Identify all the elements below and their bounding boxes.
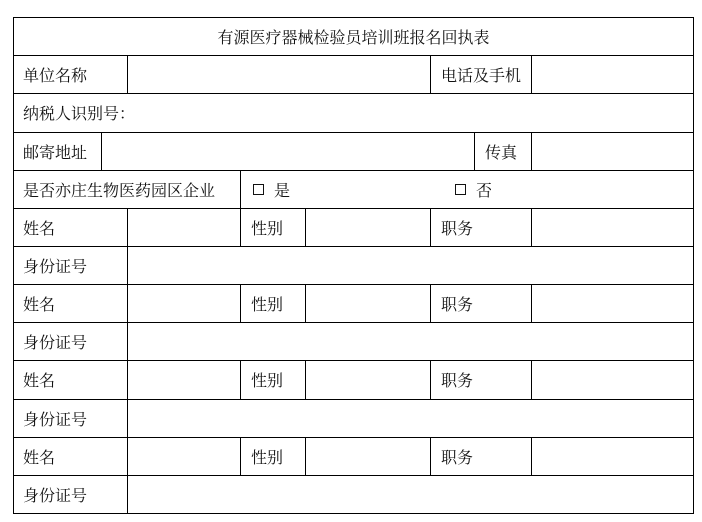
title-row	[13, 17, 694, 55]
table-rule	[531, 284, 532, 322]
table-rule	[13, 93, 694, 94]
unit-name-label: 单位名称	[23, 65, 88, 85]
gender-field[interactable]	[306, 437, 430, 475]
table-rule	[240, 208, 241, 246]
name-field[interactable]	[128, 360, 240, 399]
address-row	[13, 132, 694, 170]
table-rule	[13, 246, 694, 247]
name-field[interactable]	[128, 208, 240, 246]
phone-label: 电话及手机	[441, 65, 522, 85]
table-rule	[13, 55, 694, 56]
id-number-label: 身份证号	[23, 332, 88, 352]
table-rule	[13, 208, 694, 209]
gender-field[interactable]	[306, 284, 430, 322]
no-label: 否	[476, 180, 493, 200]
table-border	[13, 17, 14, 514]
table-rule	[474, 132, 475, 170]
position-label: 职务	[441, 447, 474, 467]
mailing-address-field[interactable]	[102, 132, 474, 170]
table-rule	[13, 437, 694, 438]
participant-id-row	[13, 322, 694, 360]
fax-label: 传真	[485, 142, 518, 162]
gender-label: 性别	[251, 447, 284, 467]
participant-info-row	[13, 437, 694, 475]
name-label: 姓名	[23, 371, 56, 390]
name-label: 姓名	[23, 218, 56, 238]
no-option[interactable]	[455, 170, 545, 208]
table-rule	[531, 208, 532, 246]
table-rule	[240, 360, 241, 399]
table-rule	[13, 475, 694, 476]
participant-info-row	[13, 208, 694, 246]
id-number-label: 身份证号	[23, 409, 88, 429]
yes-option[interactable]	[253, 170, 343, 208]
id-number-field[interactable]	[128, 322, 694, 360]
position-label: 职务	[441, 294, 474, 314]
table-rule	[531, 437, 532, 475]
position-field[interactable]	[532, 284, 694, 322]
table-rule	[305, 360, 306, 399]
unit-name-field[interactable]	[128, 55, 430, 93]
registration-form	[13, 17, 694, 514]
yizhuang-row	[13, 170, 694, 208]
table-rule	[531, 55, 532, 93]
table-rule	[305, 284, 306, 322]
table-border	[693, 17, 694, 514]
name-field[interactable]	[128, 284, 240, 322]
taxpayer-id-label: 纳税人识别号：	[23, 104, 136, 123]
table-rule	[305, 208, 306, 246]
name-label: 姓名	[23, 447, 56, 467]
table-rule	[430, 437, 431, 475]
table-rule	[531, 132, 532, 170]
gender-field[interactable]	[306, 360, 430, 399]
id-number-label: 身份证号	[23, 256, 88, 276]
name-field[interactable]	[128, 437, 240, 475]
id-number-field[interactable]	[128, 399, 694, 437]
position-label: 职务	[441, 218, 474, 238]
id-number-label: 身份证号	[23, 486, 88, 505]
table-rule	[240, 437, 241, 475]
gender-field[interactable]	[306, 208, 430, 246]
unit-row	[13, 55, 694, 93]
id-number-field[interactable]	[128, 246, 694, 284]
id-number-field[interactable]	[128, 475, 694, 514]
table-rule	[13, 322, 694, 323]
table-border	[13, 17, 694, 18]
table-rule	[101, 132, 102, 170]
table-rule	[13, 170, 694, 171]
table-rule	[430, 208, 431, 246]
table-rule	[305, 437, 306, 475]
mailing-address-label: 邮寄地址	[23, 142, 88, 162]
participant-id-row	[13, 399, 694, 437]
position-field[interactable]	[532, 360, 694, 399]
gender-label: 性别	[251, 218, 284, 238]
table-rule	[127, 55, 128, 93]
table-rule	[430, 284, 431, 322]
table-rule	[430, 360, 431, 399]
yes-label: 是	[274, 180, 291, 200]
taxpayer-row	[13, 93, 694, 132]
table-rule	[240, 284, 241, 322]
table-rule	[13, 284, 694, 285]
table-rule	[13, 399, 694, 400]
table-rule	[240, 170, 241, 208]
participant-id-row	[13, 246, 694, 284]
name-label: 姓名	[23, 294, 56, 314]
table-border	[13, 513, 694, 514]
participant-id-row	[13, 475, 694, 514]
fax-field[interactable]	[532, 132, 694, 170]
table-rule	[531, 360, 532, 399]
phone-field[interactable]	[532, 55, 694, 93]
table-rule	[13, 132, 694, 133]
checkbox-icon[interactable]	[253, 184, 264, 195]
checkbox-icon[interactable]	[455, 184, 466, 195]
form-title: 有源医疗器械检验员培训班报名回执表	[217, 27, 490, 47]
table-rule	[430, 55, 431, 93]
gender-label: 性别	[251, 371, 284, 390]
participant-info-row	[13, 284, 694, 322]
table-rule	[127, 208, 128, 514]
participant-info-row	[13, 360, 694, 399]
position-field[interactable]	[532, 208, 694, 246]
yizhuang-question-label: 是否亦庄生物医药园区企业	[23, 180, 216, 200]
table-rule	[13, 360, 694, 361]
gender-label: 性别	[251, 294, 284, 314]
position-field[interactable]	[532, 437, 694, 475]
position-label: 职务	[441, 371, 474, 390]
